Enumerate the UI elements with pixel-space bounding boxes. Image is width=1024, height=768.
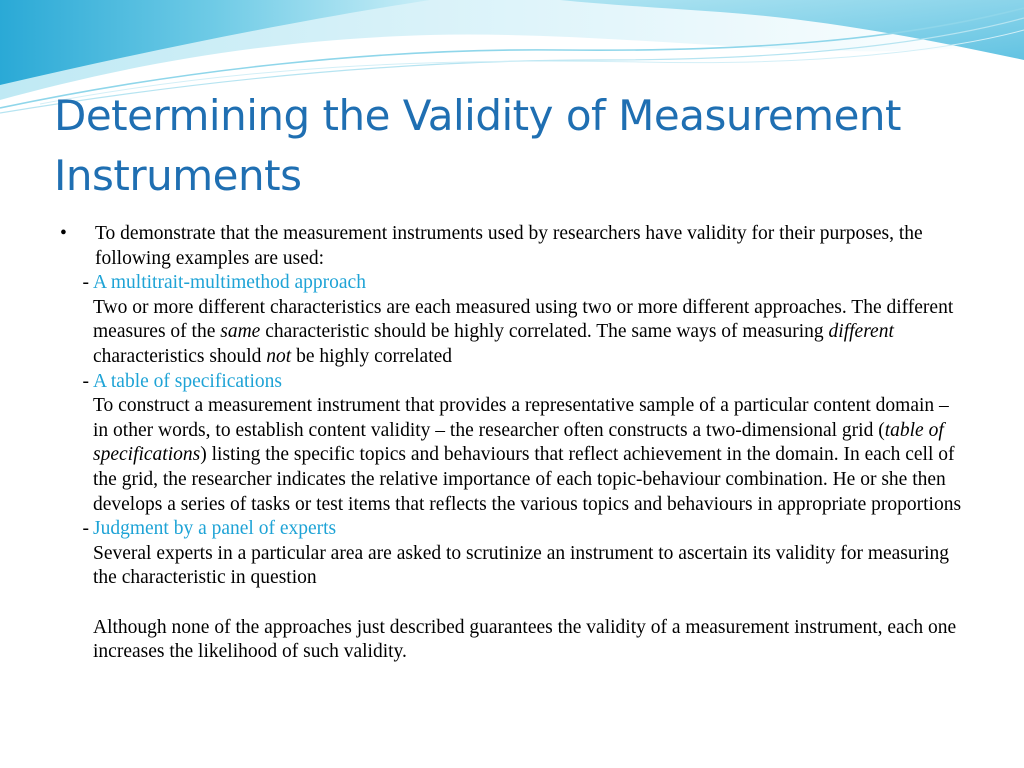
section-heading-row — [58, 271, 968, 296]
conclusion-text: Although none of the approaches just described guarantees the validity of a measurement instrument, each one increases the likelihood of such validity. — [93, 616, 957, 663]
conclusion-row — [58, 616, 968, 665]
section-heading-row — [58, 370, 968, 395]
dash-marker: - — [82, 518, 89, 540]
bullet-marker: • — [60, 223, 67, 244]
slide-body — [58, 222, 968, 665]
section-heading-table-of-specifications: A table of specifications — [93, 370, 282, 392]
section-body-row — [58, 542, 968, 591]
section-body-row — [58, 394, 968, 517]
section-body-table-of-specifications: To construct a measurement instrument that provides a representative sample of a particular content domain – in other words, to establish content validity – the researcher often constructs a two-dimensional grid (table of specifications) listing the specific topics and behaviours that reflect achievement in the domain. In each cell of the grid, the researcher indicates the relative importance of each topic-behaviour combination. He or she then develops a series of tasks or test items that reflects the various topics and behaviours in appropriate proportions — [93, 395, 962, 515]
section-body-multitrait: Two or more different characteristics are each measured using two or more different approaches. The different measures of the same characteristic should be highly correlated. The same ways of measuring different characteristics should not be highly correlated — [93, 296, 954, 367]
intro-bullet — [58, 222, 968, 271]
dash-marker: - — [82, 370, 89, 392]
dash-marker: - — [82, 272, 89, 294]
intro-text: To demonstrate that the measurement instruments used by researchers have validity for their purposes, the following examples are used: — [95, 223, 923, 269]
section-body-row — [58, 296, 968, 370]
section-body-panel-of-experts: Several experts in a particular area are asked to scrutinize an instrument to ascertain its validity for measuring the characteristic in question — [93, 542, 950, 589]
section-heading-panel-of-experts: Judgment by a panel of experts — [93, 518, 337, 540]
section-heading-multitrait: A multitrait-multimethod approach — [93, 272, 366, 294]
section-heading-row — [58, 517, 968, 542]
slide-title: Determining the Validity of Measurement Instruments — [54, 91, 902, 200]
